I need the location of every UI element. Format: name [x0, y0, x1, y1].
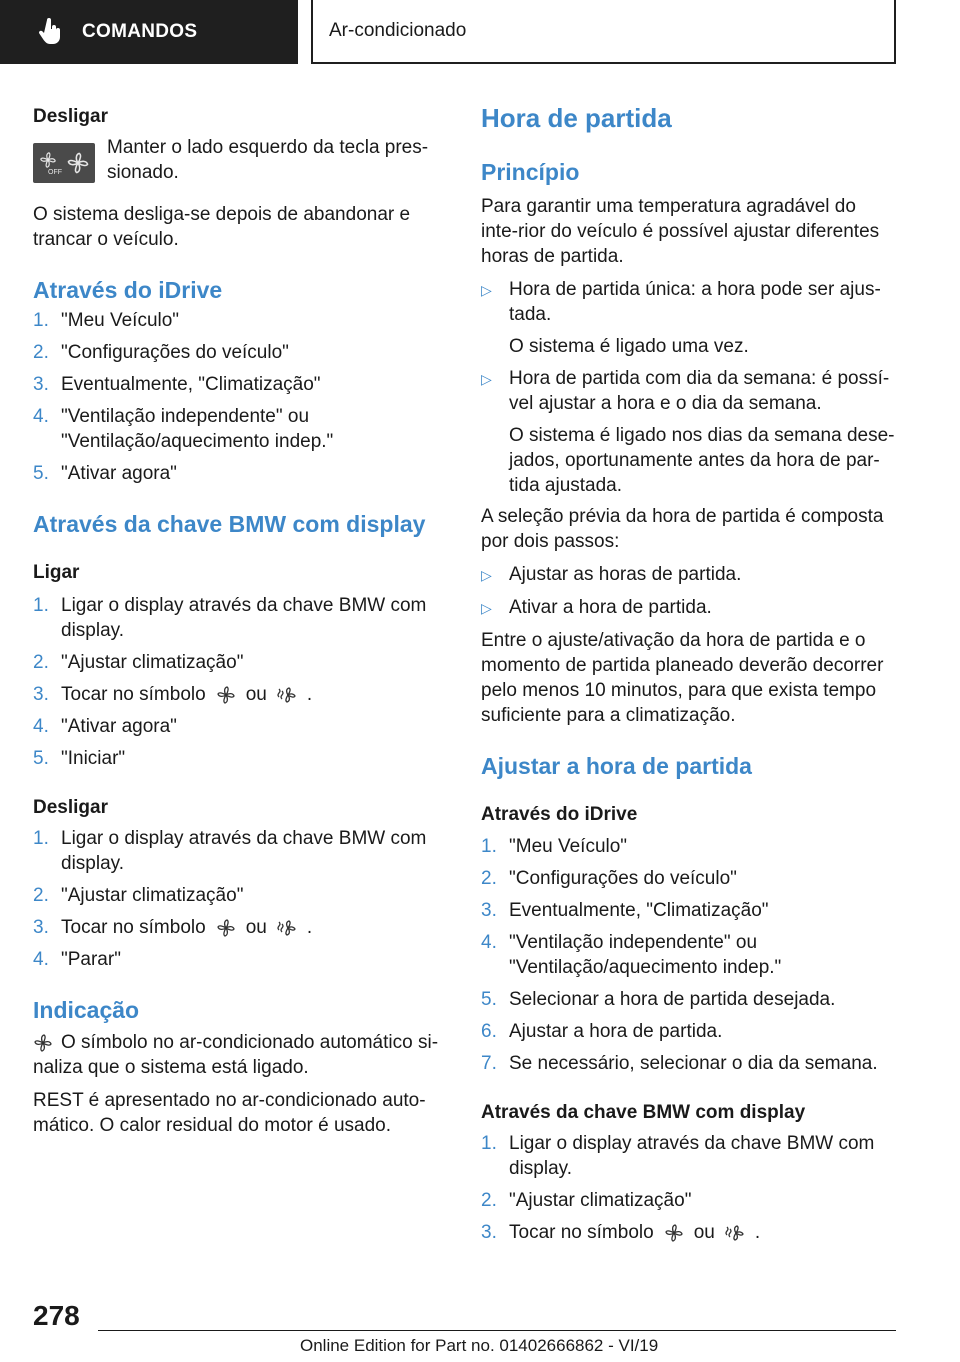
list-item: 1. Ligar o display através da chave BMW com display.: [33, 595, 427, 641]
list-item: 5. "Ativar agora": [33, 463, 177, 484]
key-display-heading: Através da chave BMW com display: [33, 511, 426, 537]
header-section-tab: [0, 0, 298, 64]
list-item: ▷ Ativar a hora de partida.: [481, 597, 712, 618]
list-item: 2. "Ajustar climatização": [33, 652, 244, 673]
indicacao-heading: Indicação: [33, 997, 140, 1023]
ligar-steps-list: [33, 593, 443, 771]
desligar2-steps-list: [33, 826, 443, 972]
idrive-heading: Através do iDrive: [33, 277, 223, 303]
fan-icon: [33, 1033, 53, 1053]
list-item: 2. "Configurações do veículo": [33, 342, 289, 363]
list-item: 1. "Meu Veículo": [33, 310, 180, 331]
desligar-after-text: O sistema desliga-se depois de abandonar e trancar o veículo.: [33, 204, 411, 250]
principio-heading: Princípio: [481, 159, 580, 185]
list-item: 3. Tocar no símbolo ou .: [481, 1222, 761, 1243]
desligar-heading: Desligar: [33, 106, 108, 127]
list-item: 7. Se necessário, selecionar o dia da semana.: [481, 1053, 878, 1074]
start-time-types-list-2: [481, 366, 896, 416]
svg-text:OFF: OFF: [47, 169, 62, 175]
indicacao-text-2: REST é apresentado no ar-condicionado auto-mático. O calor residual do motor é usado.: [33, 1090, 426, 1136]
indicacao-text-1: O símbolo no ar-condicionado automático si-naliza que o sistema está ligado.: [33, 1032, 439, 1078]
list-item: 2. "Configurações do veículo": [481, 868, 737, 889]
list-item: ▷ Ajustar as horas de partida.: [481, 564, 742, 585]
list-item: 1. Ligar o display através da chave BMW com display.: [33, 828, 427, 874]
fan-icon: [216, 685, 236, 705]
list-item: 4. "Ventilação independente" ou "Ventilação/aquecimento indep.": [33, 406, 334, 452]
list-item: 2. "Ajustar climatização": [33, 885, 244, 906]
left-column: [33, 100, 443, 1138]
desligar2-heading: Desligar: [33, 797, 108, 818]
footer-divider: [98, 1330, 896, 1331]
heater-fan-icon: [725, 1223, 745, 1243]
fan-off-icon: [39, 151, 63, 175]
heater-fan-icon: [277, 685, 297, 705]
selecao-text: A seleção prévia da hora de partida é composta por dois passos:: [481, 506, 884, 552]
hora-partida-heading: Hora de partida: [481, 103, 672, 133]
list-item: 3. Tocar no símbolo ou .: [33, 917, 313, 938]
list-item: 5. "Iniciar": [33, 748, 126, 769]
hand-pointer-icon: [38, 18, 64, 46]
start-time-types-list: [481, 277, 896, 327]
desligar-key-text: Manter o lado esquerdo da tecla pres-sionado.: [107, 137, 429, 183]
list-item: 4. "Parar": [33, 949, 121, 970]
fan-off-key-image: [33, 143, 95, 183]
list-item: 5. Selecionar a hora de partida desejada.: [481, 989, 836, 1010]
fan-icon: [66, 151, 90, 175]
ajustar-idrive-steps: [481, 834, 896, 1076]
principio-text: Para garantir uma temperatura agradável do inte-rior do veículo é possível ajustar diferentes horas de partida.: [481, 196, 880, 267]
list-item: 4. "Ativar agora": [33, 716, 177, 737]
bullet1-sub-text: O sistema é ligado uma vez.: [509, 336, 749, 357]
idrive-steps-list: [33, 308, 443, 486]
key-display-subheading: Através da chave BMW com display: [481, 1102, 806, 1123]
header-section-title: COMANDOS: [82, 21, 198, 42]
list-item: ▷ Hora de partida com dia da semana: é possí-vel ajustar a hora e o dia da semana.: [481, 368, 890, 414]
desligar-key-row: [33, 135, 443, 185]
list-item: 1. "Meu Veículo": [481, 836, 628, 857]
ajustar-heading: Ajustar a hora de partida: [481, 753, 752, 779]
fan-icon: [216, 918, 236, 938]
header-chapter-title: Ar-condicionado: [329, 20, 467, 41]
list-item: 2. "Ajustar climatização": [481, 1190, 692, 1211]
fan-icon: [664, 1223, 684, 1243]
list-item: 3. Tocar no símbolo ou .: [33, 684, 313, 705]
ajustar-key-steps: [481, 1131, 896, 1245]
right-column: [481, 100, 896, 1245]
heater-fan-icon: [277, 918, 297, 938]
header-chapter-tab: [311, 0, 896, 64]
ligar-heading: Ligar: [33, 562, 80, 583]
list-item: 3. Eventualmente, "Climatização": [481, 900, 769, 921]
list-item: ▷ Hora de partida única: a hora pode ser ajus-tada.: [481, 279, 881, 325]
bullet2-sub-text: O sistema é ligado nos dias da semana dese-jados, oportunamente antes da hora de par-tida ajustada.: [509, 425, 895, 496]
list-item: 6. Ajustar a hora de partida.: [481, 1021, 723, 1042]
idrive-subheading: Através do iDrive: [481, 804, 638, 825]
list-item: 4. "Ventilação independente" ou "Ventilação/aquecimento indep.": [481, 932, 782, 978]
footer-edition-text: Online Edition for Part no. 01402666862 - VI/19: [300, 1336, 659, 1355]
entre-text: Entre o ajuste/ativação da hora de partida e o momento de partida planeado deverão decorrer pelo menos 10 minutos, para que exista tempo suficiente para a climatização.: [481, 630, 884, 726]
page-number: 278: [33, 1300, 80, 1331]
list-item: 3. Eventualmente, "Climatização": [33, 374, 321, 395]
steps-bullets: [481, 562, 896, 621]
list-item: 1. Ligar o display através da chave BMW com display.: [481, 1133, 875, 1179]
